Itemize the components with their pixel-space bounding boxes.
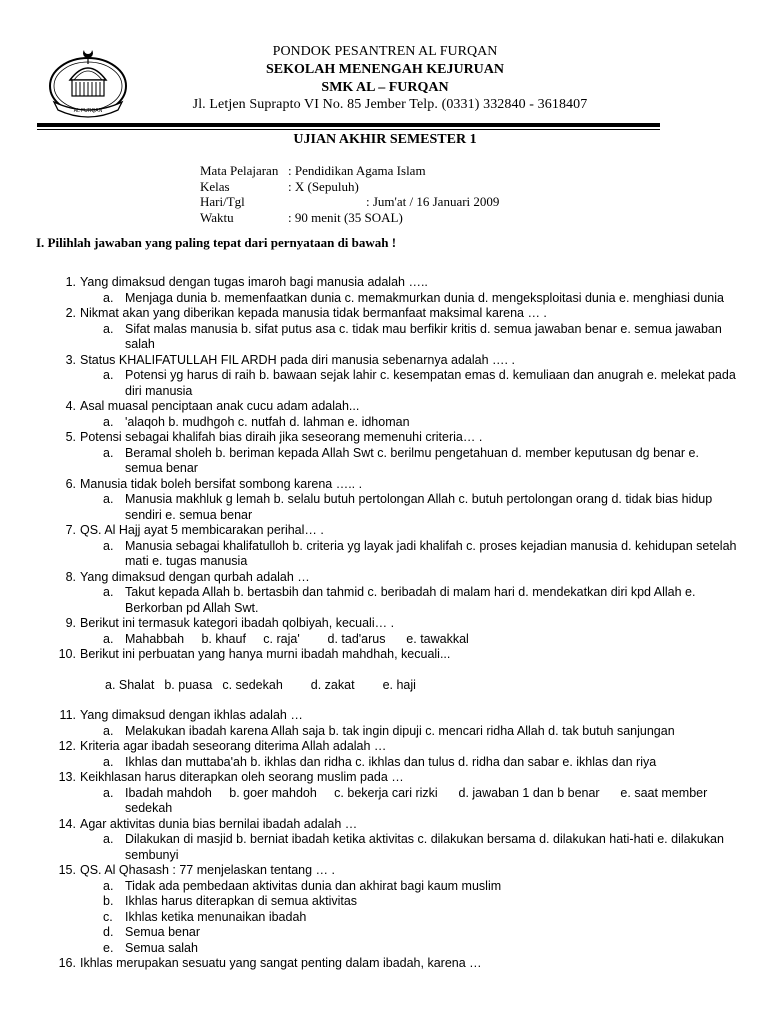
header-rule-thick [37, 123, 660, 127]
answer-option [0, 910, 768, 926]
spacer [0, 693, 768, 708]
question-item [0, 708, 768, 739]
question-prompt: QS. Al Hajj ayat 5 membicarakan perihal… . [80, 523, 324, 537]
question-item [0, 477, 768, 524]
question-prompt: Yang dimaksud dengan qurbah adalah … [80, 569, 310, 584]
section-instruction: I. Pilihlah jawaban yang paling tepat dari pernyataan di bawah ! [36, 235, 397, 250]
option-text: Semua salah [125, 940, 198, 955]
question-item [0, 306, 768, 353]
answer-option [0, 492, 768, 523]
answer-option [0, 368, 768, 399]
question-text [0, 616, 768, 632]
question-item [0, 956, 768, 972]
answer-option: e. haji [382, 677, 416, 692]
question-list [0, 275, 768, 972]
spacer [0, 663, 768, 678]
answer-option [0, 786, 768, 817]
option-letter: c. [103, 909, 113, 924]
school-short-name: SMK AL – FURQAN [321, 80, 449, 95]
question-text [0, 739, 768, 755]
question-number: 10. [58, 647, 76, 661]
option-text: Sifat malas manusia b. sifat putus asa c. tidak mau berfikir kritis d. semua jawaban benar e. semua jawaban salah [125, 321, 726, 351]
option-letter: d. [103, 925, 114, 939]
answer-option [0, 446, 768, 477]
question-prompt: Nikmat akan yang diberikan kepada manusia tidak bermanfaat maksimal karena … . [80, 306, 547, 320]
question-item [0, 817, 768, 864]
info-value: : X (Sepuluh) [288, 178, 359, 194]
answer-option [0, 322, 768, 353]
option-text: Ikhlas ketika menunaikan ibadah [125, 909, 307, 924]
question-text [0, 523, 768, 539]
question-text [0, 275, 768, 291]
question-number: 6. [65, 476, 76, 491]
answer-option: d. zakat [310, 677, 355, 692]
question-number: 4. [65, 399, 76, 413]
option-letter: a. [103, 445, 114, 460]
question-text [0, 477, 768, 493]
option-letter: a. [103, 321, 114, 336]
question-number: 13. [58, 770, 76, 784]
answer-option [0, 832, 768, 863]
option-text: Manusia sebagai khalifatulloh b. criteria yg layak jadi khalifah c. proses kejadian manusia d. kehidupan setelah mati e. tugas manusia [125, 538, 740, 568]
question-prompt: Asal muasal penciptaan anak cucu adam adalah... [80, 399, 360, 413]
option-text: Menjaga dunia b. memenfaatkan dunia c. memakmurkan dunia d. mengeksploitasi dunia e. menghiasi dunia [125, 290, 724, 305]
option-text: 'alaqoh b. mudhgoh c. nutfah d. lahman e. idhoman [125, 414, 410, 429]
option-letter: a. [103, 754, 114, 769]
question-prompt: Manusia tidak boleh bersifat sombong karena ….. . [80, 476, 363, 491]
question-item [0, 353, 768, 400]
answer-option [0, 539, 768, 570]
question-text [0, 570, 768, 586]
question-number: 7. [65, 523, 76, 537]
option-letter: a. [103, 538, 114, 553]
question-item [0, 399, 768, 430]
option-letter: a. [103, 585, 114, 599]
question-prompt: Status KHALIFATULLAH FIL ARDH pada diri manusia sebenarnya adalah …. . [80, 352, 515, 367]
question-text [0, 430, 768, 446]
option-text: Takut kepada Allah b. bertasbih dan tahmid c. beribadah di malam hari d. mendekatkan diri kpd Allah e. Berkorban pd Allah Swt. [125, 585, 699, 615]
answer-option [0, 632, 768, 648]
question-text [0, 708, 768, 724]
question-prompt: Yang dimaksud dengan ikhlas adalah … [80, 708, 303, 722]
question-text [0, 956, 768, 972]
school-address: Jl. Letjen Suprapto VI No. 85 Jember Telp. (0331) 332840 - 3618407 [192, 97, 588, 112]
question-number: 14. [58, 816, 76, 831]
question-text [0, 647, 768, 663]
question-number: 3. [65, 352, 76, 367]
option-letter: a. [103, 492, 114, 506]
option-text: Ibadah mahdoh b. goer mahdoh c. bekerja cari rizki d. jawaban 1 dan b benar e. saat member sedekah [125, 785, 711, 815]
option-letter: e. [103, 940, 114, 955]
option-text: Manusia makhluk g lemah b. selalu butuh pertolongan Allah c. butuh pertolongan orang d. tidak bias hidup sendiri e. semua benar [125, 492, 716, 522]
question-number: 11. [59, 708, 76, 722]
svg-text:AL FURQAN: AL FURQAN [73, 108, 103, 114]
institution-name: PONDOK PESANTREN AL FURQAN [272, 44, 498, 59]
question-prompt: Potensi sebagai khalifah bias diraih jika seseorang memenuhi criteria… . [80, 430, 483, 444]
answer-option [0, 415, 768, 431]
header-rule-thin [37, 129, 660, 130]
question-number: 12. [58, 739, 76, 753]
option-letter: a. [103, 290, 114, 305]
answer-option: b. puasa [164, 677, 213, 692]
question-number: 15. [58, 863, 76, 877]
answer-option: c. sedekah [222, 677, 283, 692]
question-item [0, 616, 768, 647]
info-value: : 90 menit (35 SOAL) [288, 209, 403, 225]
answer-option [0, 585, 768, 616]
answer-option [0, 724, 768, 740]
info-value: : Pendidikan Agama Islam [288, 163, 426, 178]
option-letter: a. [103, 785, 114, 800]
info-label: Waktu [200, 209, 234, 225]
question-item [0, 430, 768, 477]
question-prompt: Keikhlasan harus diterapkan oleh seorang muslim pada … [80, 770, 404, 784]
question-item [0, 647, 768, 708]
option-letter: a. [103, 368, 114, 382]
question-number: 16. [58, 956, 76, 970]
question-number: 8. [65, 569, 76, 584]
info-label: Mata Pelajaran [200, 163, 279, 178]
question-item [0, 523, 768, 570]
question-prompt: Kriteria agar ibadah seseorang diterima Allah adalah … [80, 739, 387, 753]
question-number: 2. [65, 306, 76, 320]
question-prompt: QS. Al Qhasash : 77 menjelaskan tentang … . [80, 863, 336, 877]
option-letter: b. [103, 894, 114, 908]
question-number: 9. [65, 616, 76, 630]
question-text [0, 306, 768, 322]
option-letter: a. [103, 878, 114, 893]
question-prompt: Agar aktivitas dunia bias bernilai ibadah adalah … [80, 816, 358, 831]
question-number: 5. [65, 430, 76, 444]
question-prompt: Yang dimaksud dengan tugas imaroh bagi manusia adalah ….. [80, 275, 428, 289]
answer-option [0, 879, 768, 895]
question-prompt: Berikut ini perbuatan yang hanya murni ibadah mahdhah, kecuali... [80, 647, 451, 661]
option-text: Melakukan ibadah karena Allah saja b. tak ingin dipuji c. mencari ridha Allah d. tak butuh sanjungan [125, 723, 675, 738]
option-text: Mahabbah b. khauf c. raja' d. tad'arus e. tawakkal [125, 631, 469, 646]
question-item [0, 739, 768, 770]
option-text: Semua benar [125, 925, 201, 939]
question-item [0, 275, 768, 306]
question-item [0, 770, 768, 817]
info-value: : Jum'at / 16 Januari 2009 [366, 194, 500, 209]
question-item [0, 863, 768, 956]
question-text [0, 353, 768, 369]
question-item [0, 570, 768, 617]
option-text: Tidak ada pembedaan aktivitas dunia dan akhirat bagi kaum muslim [125, 878, 502, 893]
option-text: Potensi yg harus di raih b. bawaan sejak lahir c. kesempatan emas d. kemuliaan dan anugrah e. melekat pada diri manusia [125, 368, 740, 398]
question-text [0, 770, 768, 786]
option-text: Dilakukan di masjid b. berniat ibadah ketika aktivitas c. dilakukan bersama d. dilakukan hati-hati e. dilakukan sembunyi [125, 832, 728, 862]
option-text: Beramal sholeh b. beriman kepada Allah Swt c. berilmu pengetahuan d. member keputusan dg benar e. semua benar [125, 445, 703, 475]
info-label: Hari/Tgl [200, 194, 245, 209]
option-text: Ikhlas dan muttaba'ah b. ikhlas dan ridha c. ikhlas dan tulus d. ridha dan sabar e. ikhlas dan riya [125, 754, 657, 769]
school-name: SEKOLAH MENENGAH KEJURUAN [265, 62, 505, 77]
answer-option [0, 894, 768, 910]
option-letter: a. [103, 631, 114, 646]
answer-options-inline [0, 678, 768, 694]
question-text [0, 399, 768, 415]
option-text: Ikhlas harus diterapkan di semua aktivitas [125, 894, 358, 908]
question-number: 1. [65, 275, 76, 289]
question-text [0, 817, 768, 833]
answer-option [0, 925, 768, 941]
answer-option [0, 291, 768, 307]
school-logo [46, 40, 130, 118]
answer-option [0, 755, 768, 771]
answer-option: a. Shalat [105, 677, 155, 692]
info-label: Kelas [200, 178, 230, 194]
question-text [0, 863, 768, 879]
option-letter: a. [103, 414, 114, 429]
option-letter: a. [103, 723, 114, 738]
question-prompt: Berikut ini termasuk kategori ibadah qolbiyah, kecuali… . [80, 616, 395, 630]
answer-option [0, 941, 768, 957]
question-prompt: Ikhlas merupakan sesuatu yang sangat penting dalam ibadah, karena … [80, 956, 482, 970]
exam-title: UJIAN AKHIR SEMESTER 1 [293, 132, 477, 147]
option-letter: a. [103, 832, 114, 846]
